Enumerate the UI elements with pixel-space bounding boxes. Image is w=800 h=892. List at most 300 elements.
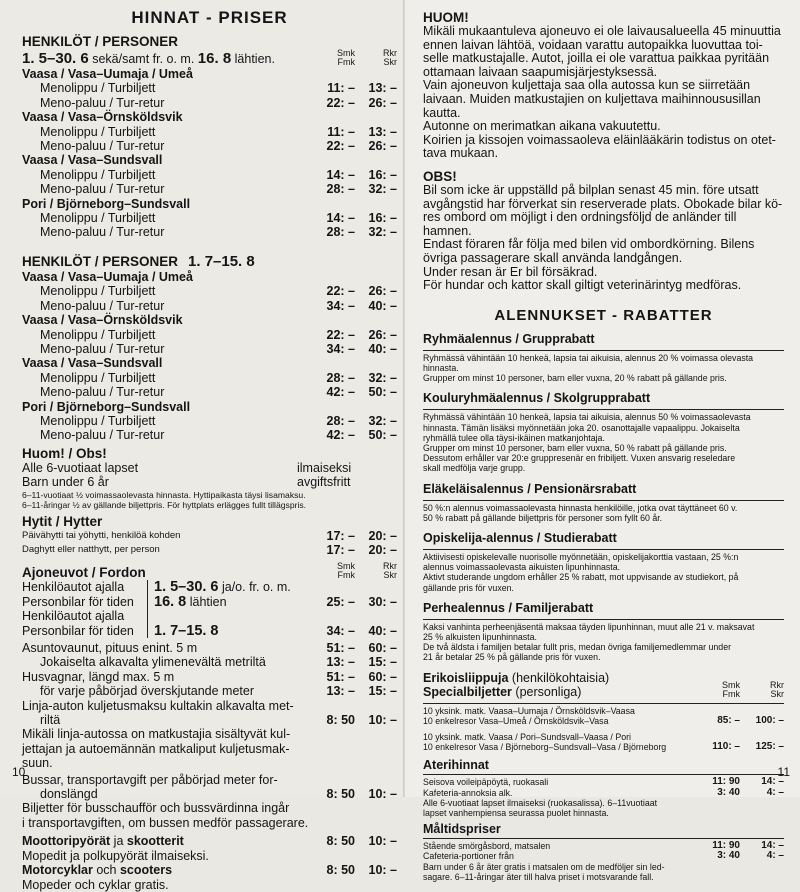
route-name: Vaasa / Vasa–Uumaja / Umeå	[22, 67, 193, 81]
fare-row	[22, 110, 397, 124]
fare-row	[22, 197, 397, 211]
fare-row	[22, 385, 397, 399]
fare-row	[22, 96, 397, 110]
discount-text: Grupper om minst 10 personer, barn eller vuxna, 20 % rabatt på gällande pris.	[423, 373, 727, 384]
price-fmk: 22: –	[326, 327, 355, 342]
meal-label: Kafeteria-annoksia alk.	[423, 787, 513, 798]
price-fmk	[315, 356, 355, 370]
special-row	[423, 706, 784, 726]
price-fmk: 51: –	[326, 669, 355, 684]
fare-row	[22, 270, 397, 284]
ticket-type: Meno-paluu / Tur-retur	[40, 428, 165, 443]
price-skr: 14: –	[761, 776, 784, 788]
price-skr	[355, 400, 397, 414]
text-line: selle matkustajalle. Autot, joilla ei ole varattua paikkaa pyritään	[423, 51, 770, 66]
price-skr: 13: –	[368, 124, 397, 139]
discount-text: hinnasta.	[423, 362, 459, 373]
fare-row	[22, 225, 397, 239]
price-fmk: 28: –	[326, 182, 355, 197]
price-skr: 13: –	[368, 81, 397, 96]
moto-fi-b: ja	[110, 834, 127, 849]
discount-section	[423, 531, 784, 593]
cabin-label: Daghytt eller natthytt, per person	[22, 543, 160, 555]
price-fmk: 11: –	[327, 124, 355, 139]
fare-row	[22, 211, 397, 225]
price-skr: 26: –	[368, 327, 397, 342]
special-heading-fi: Erikoisliippuja	[423, 670, 509, 685]
price-skr: 60: –	[368, 669, 397, 684]
discount-divider	[423, 500, 784, 501]
children-half-sv: 6–11-åringar ½ av gällande biljettpris. För hyttplats erlägges fullt tillägspris.	[22, 499, 307, 510]
price-skr: 26: –	[368, 284, 397, 299]
fare-row	[22, 356, 397, 370]
discount-text: Aktivt studerande ungdom erhåller 25 % rabatt, mot uppvisande av studiekort, på	[423, 572, 739, 583]
discount-text: skall medfölja varje grupp.	[423, 463, 526, 474]
price-fmk: 11: –	[327, 81, 355, 96]
discount-section	[423, 332, 784, 384]
route-name: Vaasa / Vasa–Sundsvall	[22, 356, 163, 371]
text-line: laivaan. Muiden matkustajien on kuljettava maihinnoususillan	[423, 91, 761, 106]
price-skr	[355, 356, 397, 370]
ticket-type: Menolippu / Turbiljett	[40, 284, 156, 299]
special-row-line	[423, 742, 784, 752]
car-period-1-suffix: ja/o. fr. o. m.	[221, 580, 291, 595]
huom-text	[423, 25, 784, 161]
car-period-2-suffix: lähtien	[189, 594, 227, 609]
fare-row	[22, 81, 397, 95]
price-fmk	[315, 400, 355, 414]
text-line: Koirien ja kissojen voimassaoleva eläinlääkärin todistus on otet-	[423, 132, 776, 147]
meal-note: lapset vanhempiensa seurassa puolet hinnasta.	[423, 807, 609, 818]
discount-heading: Kouluryhmäalennus / Skolgrupprabatt	[423, 391, 651, 406]
price-fmk: 28: –	[326, 370, 355, 385]
car-price-fmk-1: 25: –	[326, 594, 355, 609]
bus-price-skr: 10: –	[368, 787, 397, 802]
fare-row	[22, 328, 397, 342]
ticket-type: Meno-paluu / Tur-retur	[40, 225, 165, 240]
price-skr	[355, 270, 397, 284]
price-fmk: 34: –	[326, 298, 355, 313]
children-free-fi: Alle 6-vuotiaat lapset	[22, 460, 139, 475]
cabin-label: Päivähytti tai yöhytti, henkilöä kohden	[22, 529, 181, 541]
meal-label: Cafeteria-portioner från	[423, 851, 514, 862]
car-label-4: Personbilar för tiden	[22, 623, 134, 638]
huom-heading: HUOM!	[423, 10, 469, 25]
col-fmk-1: Smk Fmk	[337, 48, 355, 67]
period-dates-1: 1. 5–30. 6	[22, 50, 89, 67]
price-fmk: 14: –	[326, 211, 355, 226]
special-row	[423, 732, 784, 752]
price-fmk: 17: –	[326, 542, 355, 557]
price-fmk: 17: –	[326, 528, 355, 543]
text-line: Vain ajoneuvon kuljettaja saa olla autossa kun se siirretään	[423, 78, 751, 93]
price-skr: 16: –	[368, 211, 397, 226]
price-skr: 14: –	[761, 840, 784, 852]
special-label-sv: 10 enkelresor Vasa / Björneborg–Sundsvall–Vasa / Björneborg	[423, 742, 667, 753]
persons-heading-2: HENKILÖT / PERSONER	[22, 253, 179, 269]
special-tickets-section	[423, 671, 784, 753]
vehicle-rows	[22, 641, 397, 727]
page-number-right: 11	[777, 765, 790, 779]
ticket-type: Menolippu / Turbiljett	[40, 124, 156, 139]
car-price-skr-2: 40: –	[368, 623, 397, 638]
special-heading-fi-note: (henkilökohtaisia)	[508, 670, 610, 685]
meal-heading-sv: Måltidspriser	[423, 822, 501, 837]
fare-row	[22, 400, 397, 414]
discount-text: ryhmällä tulee olla täysi-ikäinen matkanjohtaja.	[423, 432, 605, 443]
fare-row	[22, 313, 397, 327]
fare-row	[22, 139, 397, 153]
bus-note-fi-2: jettajan ja autoemännän matkaliput kuljetusmak-	[22, 741, 290, 756]
ticket-type: Menolippu / Turbiljett	[40, 370, 156, 385]
price-fmk: 3: 40	[717, 786, 740, 798]
discount-text: Ryhmässä vähintään 10 henkeä, lapsia tai aikuisia, alennus 20 % voimassa olevasta	[423, 352, 754, 363]
moto-sv-price-skr: 10: –	[368, 863, 397, 878]
price-fmk: 22: –	[326, 139, 355, 154]
discount-divider	[423, 409, 784, 410]
cabin-rows	[22, 529, 397, 558]
discount-heading: Opiskelija-alennus / Studierabatt	[423, 530, 617, 545]
vehicle-label: för varje påbörjad överskjutande meter	[40, 684, 255, 699]
price-fmk: 8: 50	[326, 713, 355, 728]
discount-text: Ryhmässä vähintään 10 henkeä, lapsia tai aikuisia, alennus 50 % voimassaolevasta	[423, 412, 751, 423]
fare-row	[22, 299, 397, 313]
vehicle-row	[22, 655, 397, 669]
price-skr: 16: –	[368, 167, 397, 182]
obs-right-heading: OBS!	[423, 168, 457, 184]
bus-sv-2: donslängd	[40, 787, 98, 802]
price-fmk: 34: –	[326, 341, 355, 356]
vehicle-label: Linja-auton kuljetusmaksu kultakin alkavalta met-	[22, 698, 294, 713]
price-skr: 4: –	[766, 786, 784, 798]
moto-price-skr: 10: –	[368, 834, 397, 849]
discount-text: 21 år betalar 25 % på gällande pris för vuxen.	[423, 652, 601, 663]
col-fmk-2: Smk Fmk	[337, 561, 355, 581]
special-heading-sv: Specialbiljetter	[423, 684, 512, 699]
car-label-3: Henkilöautot ajalla	[22, 609, 125, 624]
vehicle-row	[22, 641, 397, 655]
moto-sv-b: och	[92, 863, 120, 878]
price-fmk	[315, 153, 355, 167]
fare-row	[22, 428, 397, 442]
price-skr: 20: –	[368, 542, 397, 557]
price-fmk: 13: –	[326, 684, 355, 699]
ticket-type: Menolippu / Turbiljett	[40, 167, 156, 182]
discount-text: gällande pris för vuxen.	[423, 582, 514, 593]
period-mid-1: sekä/samt fr. o. m.	[88, 52, 198, 66]
special-label: 10 yksink. matk. Vaasa–Uumaja / Örnsköldsvik–Vaasa	[423, 705, 635, 716]
moto-sv-a: Motorcyklar	[22, 863, 93, 878]
price-skr	[355, 699, 397, 713]
persons-period2-section	[22, 250, 397, 443]
price-fmk: 42: –	[326, 385, 355, 400]
price-skr	[355, 313, 397, 327]
price-fmk: 11: 90	[712, 840, 740, 852]
price-skr: 32: –	[368, 413, 397, 428]
discount-text: Kaksi vanhinta perheenjäsentä maksaa täyden lipunhinnan, muut alle 21 v. maksavat	[423, 621, 755, 632]
price-fmk: 85: –	[717, 714, 740, 726]
fare-row	[22, 342, 397, 356]
route-name: Vaasa / Vasa–Örnsköldsvik	[22, 110, 183, 125]
vehicles-section	[22, 561, 397, 892]
discount-heading: Ryhmäalennus / Grupprabatt	[423, 331, 595, 346]
children-free-sv-value: avgiftsfritt	[297, 475, 351, 490]
discount-text: alennus voimassaolevasta aikuisten lipunhinnasta.	[423, 562, 621, 573]
vehicle-row	[22, 713, 397, 727]
meal-row	[423, 851, 784, 861]
price-fmk: 3: 40	[717, 850, 740, 862]
fare-rows-2	[22, 270, 397, 443]
text-line: Endast föraren får följa med bilen vid ombordkörning. Bilens	[423, 237, 755, 252]
obs-text	[423, 184, 784, 293]
price-fmk	[315, 110, 355, 124]
meal-prices-sv	[423, 822, 784, 882]
vehicles-heading: Ajoneuvot / Fordon	[22, 565, 146, 581]
fare-row	[22, 284, 397, 298]
price-fmk: 22: –	[326, 95, 355, 110]
special-label: 10 yksink. matk. Vaasa / Pori–Sundsvall–Vaasa / Pori	[423, 731, 631, 742]
discount-text: Dessutom erhåller var 20:e gruppresenär en fribiljett. Vuxen ansvarig reseledare	[423, 453, 736, 464]
price-skr: 10: –	[368, 713, 397, 728]
route-name: Pori / Björneborg–Sundsvall	[22, 196, 191, 211]
prices-title: HINNAT - PRISER	[131, 8, 288, 27]
col-skr-1: Rkr Skr	[383, 48, 397, 67]
vehicle-label: Asuntovaunut, pituus enint. 5 m	[22, 641, 198, 655]
price-skr: 50: –	[368, 385, 397, 400]
fare-rows-1	[22, 67, 397, 240]
obs-heading: Huom! / Obs!	[22, 445, 107, 461]
price-skr: 40: –	[368, 298, 397, 313]
discount-text: 50 % rabatt på gällande biljettpris för personer som fyllt 60 år.	[423, 512, 663, 523]
right-page	[405, 0, 800, 882]
fare-row	[22, 182, 397, 196]
cabin-row	[22, 543, 397, 557]
route-name: Pori / Björneborg–Sundsvall	[22, 399, 191, 414]
vehicle-row	[22, 670, 397, 684]
price-skr: 26: –	[368, 95, 397, 110]
price-fmk: 28: –	[326, 413, 355, 428]
moped-fi: Mopedit ja polkupyörät ilmaiseksi.	[22, 848, 209, 863]
fare-row	[22, 153, 397, 167]
price-fmk: 11: 90	[712, 776, 740, 788]
moped-sv: Mopeder och cyklar gratis.	[22, 877, 169, 892]
price-fmk: 14: –	[326, 167, 355, 182]
price-skr: 40: –	[368, 341, 397, 356]
period-line-1	[22, 49, 397, 67]
discount-text: 50 %:n alennus voimassaolevasta hinnasta henkilöille, jotka ovat täyttäneet 60 v.	[423, 502, 738, 513]
car-period-2: 16. 8	[154, 593, 187, 610]
moto-sv-price-fmk: 8: 50	[326, 863, 355, 878]
price-fmk: 42: –	[326, 428, 355, 443]
price-skr: 15: –	[368, 655, 397, 670]
special-rows	[423, 706, 784, 753]
meal-prices-fi	[423, 758, 784, 818]
meal-label: Stående smörgåsbord, matsalen	[423, 841, 551, 852]
price-fmk: 28: –	[326, 225, 355, 240]
text-line: res ombord om möjligt i den ordningsföljd de anländer till hamnen.	[423, 210, 737, 238]
price-fmk	[315, 197, 355, 211]
discount-text: 25 % alkuisten lipunhinnasta.	[423, 631, 537, 642]
discount-divider	[423, 549, 784, 550]
price-skr	[355, 110, 397, 124]
discount-text: De två äldsta i familjen betalar fullt pris, medan övriga familjemedlemmar under	[423, 642, 732, 653]
price-fmk: 13: –	[326, 655, 355, 670]
text-line: Bil som icke är uppställd på bilplan senast 45 min. före utsatt	[423, 182, 759, 197]
discount-divider	[423, 350, 784, 351]
period-dates-2: 1. 7–15. 8	[188, 252, 255, 270]
cabin-row	[22, 529, 397, 543]
fare-row	[22, 168, 397, 182]
ticket-type: Meno-paluu / Tur-retur	[40, 139, 165, 154]
discount-section	[423, 601, 784, 663]
meal-label: Seisova voileipäpöytä, ruokasali	[423, 777, 549, 788]
price-skr: 100: –	[755, 714, 784, 726]
meal-fi-rows	[423, 777, 784, 818]
vehicle-row	[22, 684, 397, 698]
car-price-fmk-2: 34: –	[326, 623, 355, 638]
children-free-sv: Barn under 6 år	[22, 475, 109, 490]
col-skr-2: Rkr Skr	[383, 561, 397, 581]
text-line: avgångstid har förverkat sin reserverade plats. Obokade bilar kö-	[423, 196, 783, 211]
text-line: ennen laivan lähtöä, voidaan varattu autopaikka luovuttaa toi-	[423, 37, 763, 52]
cabins-heading: Hytit / Hytter	[22, 513, 103, 529]
price-skr: 125: –	[755, 741, 784, 753]
discount-heading: Perhealennus / Familjerabatt	[423, 600, 594, 615]
vehicle-row	[22, 699, 397, 713]
vehicle-label: riltä	[40, 713, 61, 728]
price-skr: 15: –	[368, 684, 397, 699]
car-period-3: 1. 7–15. 8	[154, 622, 219, 639]
route-name: Vaasa / Vasa–Sundsvall	[22, 153, 163, 168]
discount-section	[423, 482, 784, 523]
price-skr: 60: –	[368, 641, 397, 655]
price-fmk	[315, 699, 355, 713]
text-line: Mikäli mukaantuleva ajoneuvo ei ole laivausalueella 45 minuuttia	[423, 24, 781, 38]
bus-price-fmk: 8: 50	[326, 787, 355, 802]
ticket-type: Menolippu / Turbiljett	[40, 81, 156, 96]
discount-text: hinnasta. Tämän lisäksi myönnetään joka 20. osanottajalle vapaalippu. Jokaiselta	[423, 422, 740, 433]
ticket-type: Meno-paluu / Tur-retur	[40, 95, 165, 110]
meal-fi-divider	[423, 774, 784, 775]
children-note	[22, 446, 397, 510]
price-skr: 4: –	[766, 850, 784, 862]
meal-note: Alle 6-vuotiaat lapset ilmaiseksi (ruokasalissa). 6–11vuotiaat	[423, 797, 658, 808]
special-label-sv: 10 enkelresor Vasa–Umeå / Örnsköldsvik–Vasa	[423, 715, 609, 726]
price-skr	[355, 153, 397, 167]
discount-heading: Eläkeläisalennus / Pensionärsrabatt	[423, 481, 637, 496]
text-line: Autonne on merimatkan aikana vakuutettu.	[423, 119, 661, 134]
fare-row	[22, 67, 397, 81]
car-price-skr-1: 30: –	[368, 594, 397, 609]
car-label-1: Henkilöautot ajalla	[22, 580, 125, 595]
special-col-skr: Rkr Skr	[770, 679, 784, 699]
price-skr: 32: –	[368, 225, 397, 240]
children-free-fi-value: ilmaiseksi	[297, 460, 352, 475]
route-name: Vaasa / Vasa–Örnsköldsvik	[22, 313, 183, 328]
period-dates-1b: 16. 8	[197, 50, 232, 67]
price-skr: 32: –	[368, 370, 397, 385]
text-line: Under resan är Er bil försäkrad.	[423, 264, 598, 279]
fare-row	[22, 125, 397, 139]
fare-row	[22, 371, 397, 385]
price-skr: 20: –	[368, 528, 397, 543]
bus-sv-1: Bussar, transportavgift per påbörjad meter for-	[22, 772, 278, 787]
ticket-type: Meno-paluu / Tur-retur	[40, 385, 165, 400]
bus-note-fi-3: suun.	[22, 756, 53, 771]
vehicle-label: Husvagnar, längd max. 5 m	[22, 669, 175, 684]
meal-note: sagare. 6–11-åringar äter till halva priset i motsvarande fall.	[423, 871, 654, 882]
meal-note: Barn under 6 år äter gratis i matsalen om de medföljer sin led-	[423, 861, 665, 872]
route-name: Vaasa / Vasa–Uumaja / Umeå	[22, 269, 193, 284]
discounts-title: ALENNUKSET - RABATTER	[494, 306, 713, 324]
text-line: tava mukaan.	[423, 146, 499, 161]
bus-note-sv-2: i transportavgiften, om bussen medför passagerare.	[22, 815, 309, 830]
ticket-type: Menolippu / Turbiljett	[40, 413, 156, 428]
ticket-type: Menolippu / Turbiljett	[40, 327, 156, 342]
text-line: övriga passagerare skall använda landgången.	[423, 250, 683, 265]
price-fmk: 110: –	[712, 741, 740, 753]
price-skr	[355, 67, 397, 81]
price-skr	[355, 197, 397, 211]
price-fmk: 51: –	[326, 641, 355, 655]
children-half-fi: 6–11-vuotiaat ½ voimassaolevasta hinnasta. Hyttipaikasta täysi lisamaksu.	[22, 489, 306, 500]
text-line: kautta.	[423, 105, 461, 120]
page-number-left: 10	[12, 765, 26, 779]
special-heading-sv-note: (personliga)	[511, 684, 582, 699]
ticket-type: Menolippu / Turbiljett	[40, 211, 156, 226]
bus-note-sv-1: Biljetter för busschaufför och bussvärdinna ingår	[22, 801, 290, 816]
price-fmk: 22: –	[326, 284, 355, 299]
fare-row	[22, 414, 397, 428]
discount-text: Aktiivisesti opiskelevalle nuorisolle myönnetään, opiskelijakorttia vastaan, 25 %:n	[423, 551, 739, 562]
meal-sv-divider	[423, 838, 784, 839]
special-col-fmk: Smk Fmk	[722, 679, 740, 699]
price-skr: 26: –	[368, 139, 397, 154]
discount-divider	[423, 619, 784, 620]
discount-section	[423, 391, 784, 473]
moto-sv-c: scooters	[119, 863, 173, 878]
price-skr: 32: –	[368, 182, 397, 197]
bus-note-fi-1: Mikäli linja-autossa on matkustajia sisältyvät kul-	[22, 727, 291, 742]
ticket-type: Meno-paluu / Tur-retur	[40, 182, 165, 197]
discount-text: Grupper om minst 10 personer, barn eller vuxna, 50 % rabatt på gällande pris.	[423, 442, 727, 453]
persons-period1-section	[22, 34, 397, 240]
price-fmk	[315, 313, 355, 327]
price-fmk	[315, 67, 355, 81]
meal-sv-rows	[423, 841, 784, 882]
car-period-1: 1. 5–30. 6	[154, 579, 219, 596]
meal-heading-fi: Aterihinnat	[423, 758, 489, 773]
moto-fi-a: Moottoripyörät	[22, 834, 111, 849]
discount-sections	[423, 332, 784, 663]
persons-heading-1: HENKILÖT / PERSONER	[22, 34, 179, 49]
text-line: ottamaan laivaan saapumisjärjestyksessä.	[423, 64, 658, 79]
text-line: För hundar och kattor skall giltigt veterinärintyg medföras.	[423, 278, 742, 293]
car-label-2: Personbilar för tiden	[22, 594, 134, 609]
moto-fi-c: skootterit	[126, 834, 184, 849]
price-skr: 50: –	[368, 428, 397, 443]
period-end-1: lähtien.	[231, 52, 275, 66]
special-divider	[423, 703, 784, 704]
moto-price-fmk: 8: 50	[326, 834, 355, 849]
price-fmk	[315, 270, 355, 284]
ticket-type: Meno-paluu / Tur-retur	[40, 298, 165, 313]
vehicle-label: Jokaiselta alkavalta ylimenevältä metriltä	[40, 655, 266, 670]
cabins-section	[22, 514, 397, 558]
meal-row	[423, 788, 784, 798]
special-row-line	[423, 716, 784, 726]
ticket-type: Meno-paluu / Tur-retur	[40, 341, 165, 356]
